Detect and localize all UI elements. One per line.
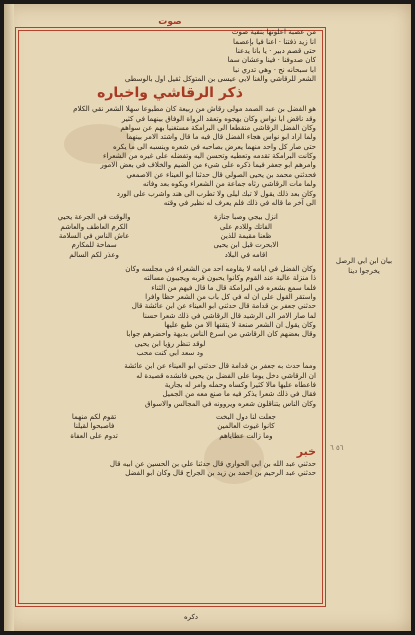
short-verse: ود سعد ابي كنت محب [136, 348, 204, 357]
hemistich: عاش الناس في السلامة [58, 230, 130, 240]
text-line: فحدثني محمد بن يحيى الصولي قال حدثنا ابو العيناء عن الاصمعي [126, 169, 316, 179]
hemistich: الفاتك وللادم على [219, 221, 273, 231]
poem-verse [24, 222, 316, 231]
poem-verse [24, 250, 316, 259]
hemistich: وعذر لكم السالم [69, 249, 119, 259]
section-heading: ذكر الرقاشي واخباره [97, 85, 243, 102]
poem-verse [24, 431, 316, 440]
text-line: ابا سبحانه نح · وهي تدري نبا [232, 64, 316, 74]
text-line: الشعر للرقاشي والغنا لابي عيسى بن المتوكل ثقيل اول بالوسطى [124, 74, 316, 84]
poem-verse [24, 212, 316, 221]
margin-note-line: بيان ابن ابي الرصل [335, 257, 393, 265]
text-line: وقال بعضهم كان الرقاشي من اسرع الناس بديهة واحضرهم جوابا [126, 329, 316, 339]
text-line: الى آخر ما قاله في ذلك فلم يعرف له نظير في وقته [163, 197, 316, 207]
hemistich: فاصبحوا لقيلنا [73, 421, 115, 431]
poem-verse [24, 412, 316, 421]
text-line: وكان بعد ذلك يقول لا تبك ليلى ولا تطرب الى هند واشرب على الورد [116, 188, 316, 198]
hemistich: ظعنا مقيمة للذين [220, 230, 272, 240]
text-line: واستقر القول على ان له في كل باب من الشعر حظا وافرا [145, 291, 316, 301]
text-line: ولما مات الرقاشي رثاه جماعة من الشعراء وبكوه بعد وفاته [142, 179, 316, 189]
short-verse: لوقد تنظر رؤيا ابن يحيى [134, 338, 206, 348]
text-line: حتى قصم دبير · يا بانا يدعنا [235, 46, 316, 56]
text-line: وكان الفضل في ايامه لا يقاومه احد من الشعراء في مجلسه وكان [125, 263, 316, 273]
catchword: دكره [184, 613, 198, 621]
text-line: فقال في ذلك شعرا يذكر فيه ما صنع معه من الجميل [162, 389, 316, 399]
hemistich: جعلت لنا دول البخت [215, 412, 276, 422]
text-line: ولما اراد ابو نواس هجاء الفضل قال فيه ما قال واشتد الامر بينهما [126, 132, 316, 142]
text-line: حدثني جعفر بن قدامة قال حدثني ابو العيناء عن ابن عائشة قال [131, 301, 316, 311]
text-line: حدثني عبد الرحيم بن احمد بن زيد بن الجراح قال وكان ابو الفضل [125, 468, 316, 478]
hemistich: انزل بيجي وصبا جنازة [213, 212, 278, 222]
hemistich: سماحة للمكارم [71, 240, 117, 250]
hemistich: وما زالت عطاياهم [219, 430, 273, 440]
text-line: وكان يقول ان الشعر صنعة لا يتقنها الا من طبع عليها [164, 319, 316, 329]
text-line: هو الفضل بن عبد الصمد مولى رقاش من ربيعة كان مطبوعا سهلا الشعر نقي الكلام [73, 104, 316, 114]
hemistich: تقوم لكم منهما [71, 412, 117, 422]
text-line: ذا منزلة عالية عند القوم وكانوا يحبون قربه ويجيبون مسالته [143, 273, 316, 283]
poem-verse [24, 240, 316, 249]
text-line: وقد ناقض ابا نواس وكان يهجوه وتعقد الرواة الوفاق بينهما في كثير [121, 113, 316, 123]
hemistich: اقامه في البلاد [224, 249, 268, 259]
hemistich: الابحرت قبل ابن يحيى [213, 240, 279, 250]
text-line: لما صار الامر الى الرشيد قال الرقاشي في ذلك شعرا حسنا [142, 310, 316, 320]
text-line: وكان الناس يتناقلون شعره ويروونه في المجالس والاسواق [144, 398, 316, 408]
text-line: وكان الفضل الرقاشي منقطعا الى البرامكة مستغنيا بهم عن سواهم [120, 123, 316, 133]
folio-mark: ٥٦ ٦ [330, 444, 344, 452]
text-line: وامرهم ابو جعفر فيما ذكره على شيء من الضيم والخلاف في بعض الامور [100, 160, 316, 170]
manuscript-text-block [24, 18, 316, 478]
top-heading: صوت [158, 18, 182, 27]
text-line: حدثني عبد الله بن ابي الحواري قال حدثنا علي بن الحسين عن ابيه قال [109, 459, 316, 469]
hemistich: كانوا غيوث العالمين [217, 421, 275, 431]
text-line: انا زيد ذفتنا · اعنا فيا بإعصما [233, 36, 316, 46]
text-line: حتى صار كل واحد منهما يعرض بصاحبه في شعره وينسبه الى ما يكره [113, 141, 316, 151]
margin-note-line: يخرجوا دينا [348, 267, 380, 275]
text-line: وكانت البرامكة تقدمه وتعطيه وتحسن اليه وتفضله على غيره من الشعراء [103, 151, 316, 161]
khabar-heading: خبر [296, 445, 316, 459]
manuscript-page [4, 4, 411, 631]
margin-note [324, 256, 404, 276]
text-line: ان الرقاشي دخل يوما على الفضل بن يحيى فانشده قصيدة له [136, 370, 316, 380]
poem-verse [24, 421, 316, 430]
hemistich: الكرم العاطف والعاشم [60, 221, 128, 231]
page-gutter [4, 4, 14, 631]
text-line: ومما حدث به جعفر بن قدامة قال حدثني ابو العيناء عن ابن عائشة [124, 361, 316, 371]
poem-verse [24, 231, 316, 240]
hemistich: تدوم على العفاة [70, 430, 118, 440]
text-line: كان صدوفنا · فينا وعشان سما [227, 55, 316, 65]
hemistich: والوقت في الجرعة يحيي [57, 212, 131, 222]
text-line: فلما سمع بشعره في البرامكة قال ما قال فيهم من الثناء [151, 282, 316, 292]
text-line: فاعطاه عليها مالا كثيرا وكساه وحمله وامر له بجارية [164, 380, 316, 390]
text-line: من عصبة اعلوتها بتقية صوت [231, 27, 316, 37]
